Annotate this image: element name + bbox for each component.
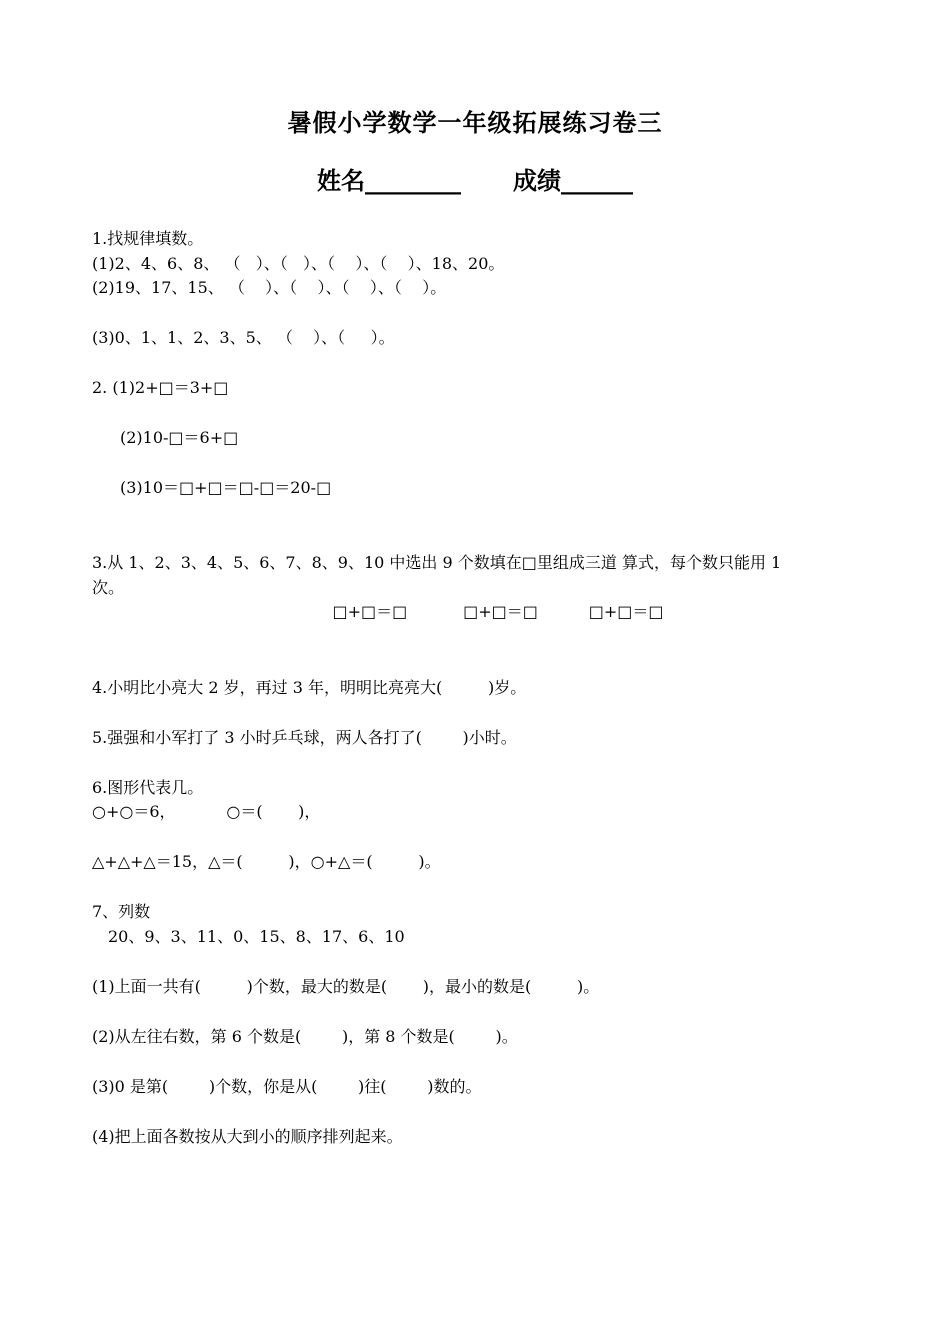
q6-stem: 6.图形代表几。 bbox=[92, 778, 204, 797]
student-info-line bbox=[0, 164, 950, 198]
q5-text: 5.强强和小军打了 3 小时乒乓球，两人各打了( )小时。 bbox=[92, 728, 517, 747]
q7-part2: (2)从左往右数，第 6 个数是( )，第 8 个数是( )。 bbox=[92, 1027, 518, 1046]
q2-part2: (2)10-□＝6+□ bbox=[120, 428, 239, 447]
q7-stem: 7、列数 bbox=[92, 902, 151, 921]
q2-part1: 2. (1)2+□＝3+□ bbox=[92, 378, 229, 397]
name-field-label: 姓名________ bbox=[317, 167, 461, 195]
q7-part4: (4)把上面各数按从大到小的顺序排列起来。 bbox=[92, 1127, 403, 1146]
q6-part2: △+△+△＝15，△＝( )，○+△＝( )。 bbox=[92, 852, 441, 871]
q7-part1: (1)上面一共有( )个数，最大的数是( )，最小的数是( )。 bbox=[92, 977, 600, 996]
q7-part3: (3)0 是第( )个数，你是从( )往( )数的。 bbox=[92, 1077, 482, 1096]
q6-part1: ○+○＝6， ○＝( )， bbox=[92, 802, 321, 821]
q3-stem-line1: 3.从 1、2、3、4、5、6、7、8、9、10 中选出 9 个数填在□里组成三道 算式，每个数只能用 1 bbox=[92, 553, 782, 572]
q4-text: 4.小明比小亮大 2 岁，再过 3 年，明明比亮亮大( )岁。 bbox=[92, 678, 527, 697]
q1-part3: (3)0、1、1、2、3、5、 （ ）、（ ）。 bbox=[92, 328, 395, 347]
q1-stem: 1.找规律填数。 bbox=[92, 229, 204, 248]
q3-equations: □+□＝□ □+□＝□ □+□＝□ bbox=[332, 602, 664, 621]
q3-stem-line2: 次。 bbox=[92, 578, 125, 597]
q7-number-list: 20、9、3、11、0、15、8、17、6、10 bbox=[108, 927, 405, 946]
q1-part1: (1)2、4、6、8、 （ ）、（ ）、（ ）、（ ）、18、20。 bbox=[92, 254, 505, 273]
q1-part2: (2)19、17、15、 （ ）、（ ）、（ ）、（ ）。 bbox=[92, 278, 447, 297]
page-title: 暑假小学数学一年级拓展练习卷三 bbox=[287, 109, 663, 137]
q2-part3: (3)10＝□+□＝□-□＝20-□ bbox=[120, 478, 332, 497]
score-field-label: 成绩______ bbox=[513, 167, 633, 195]
